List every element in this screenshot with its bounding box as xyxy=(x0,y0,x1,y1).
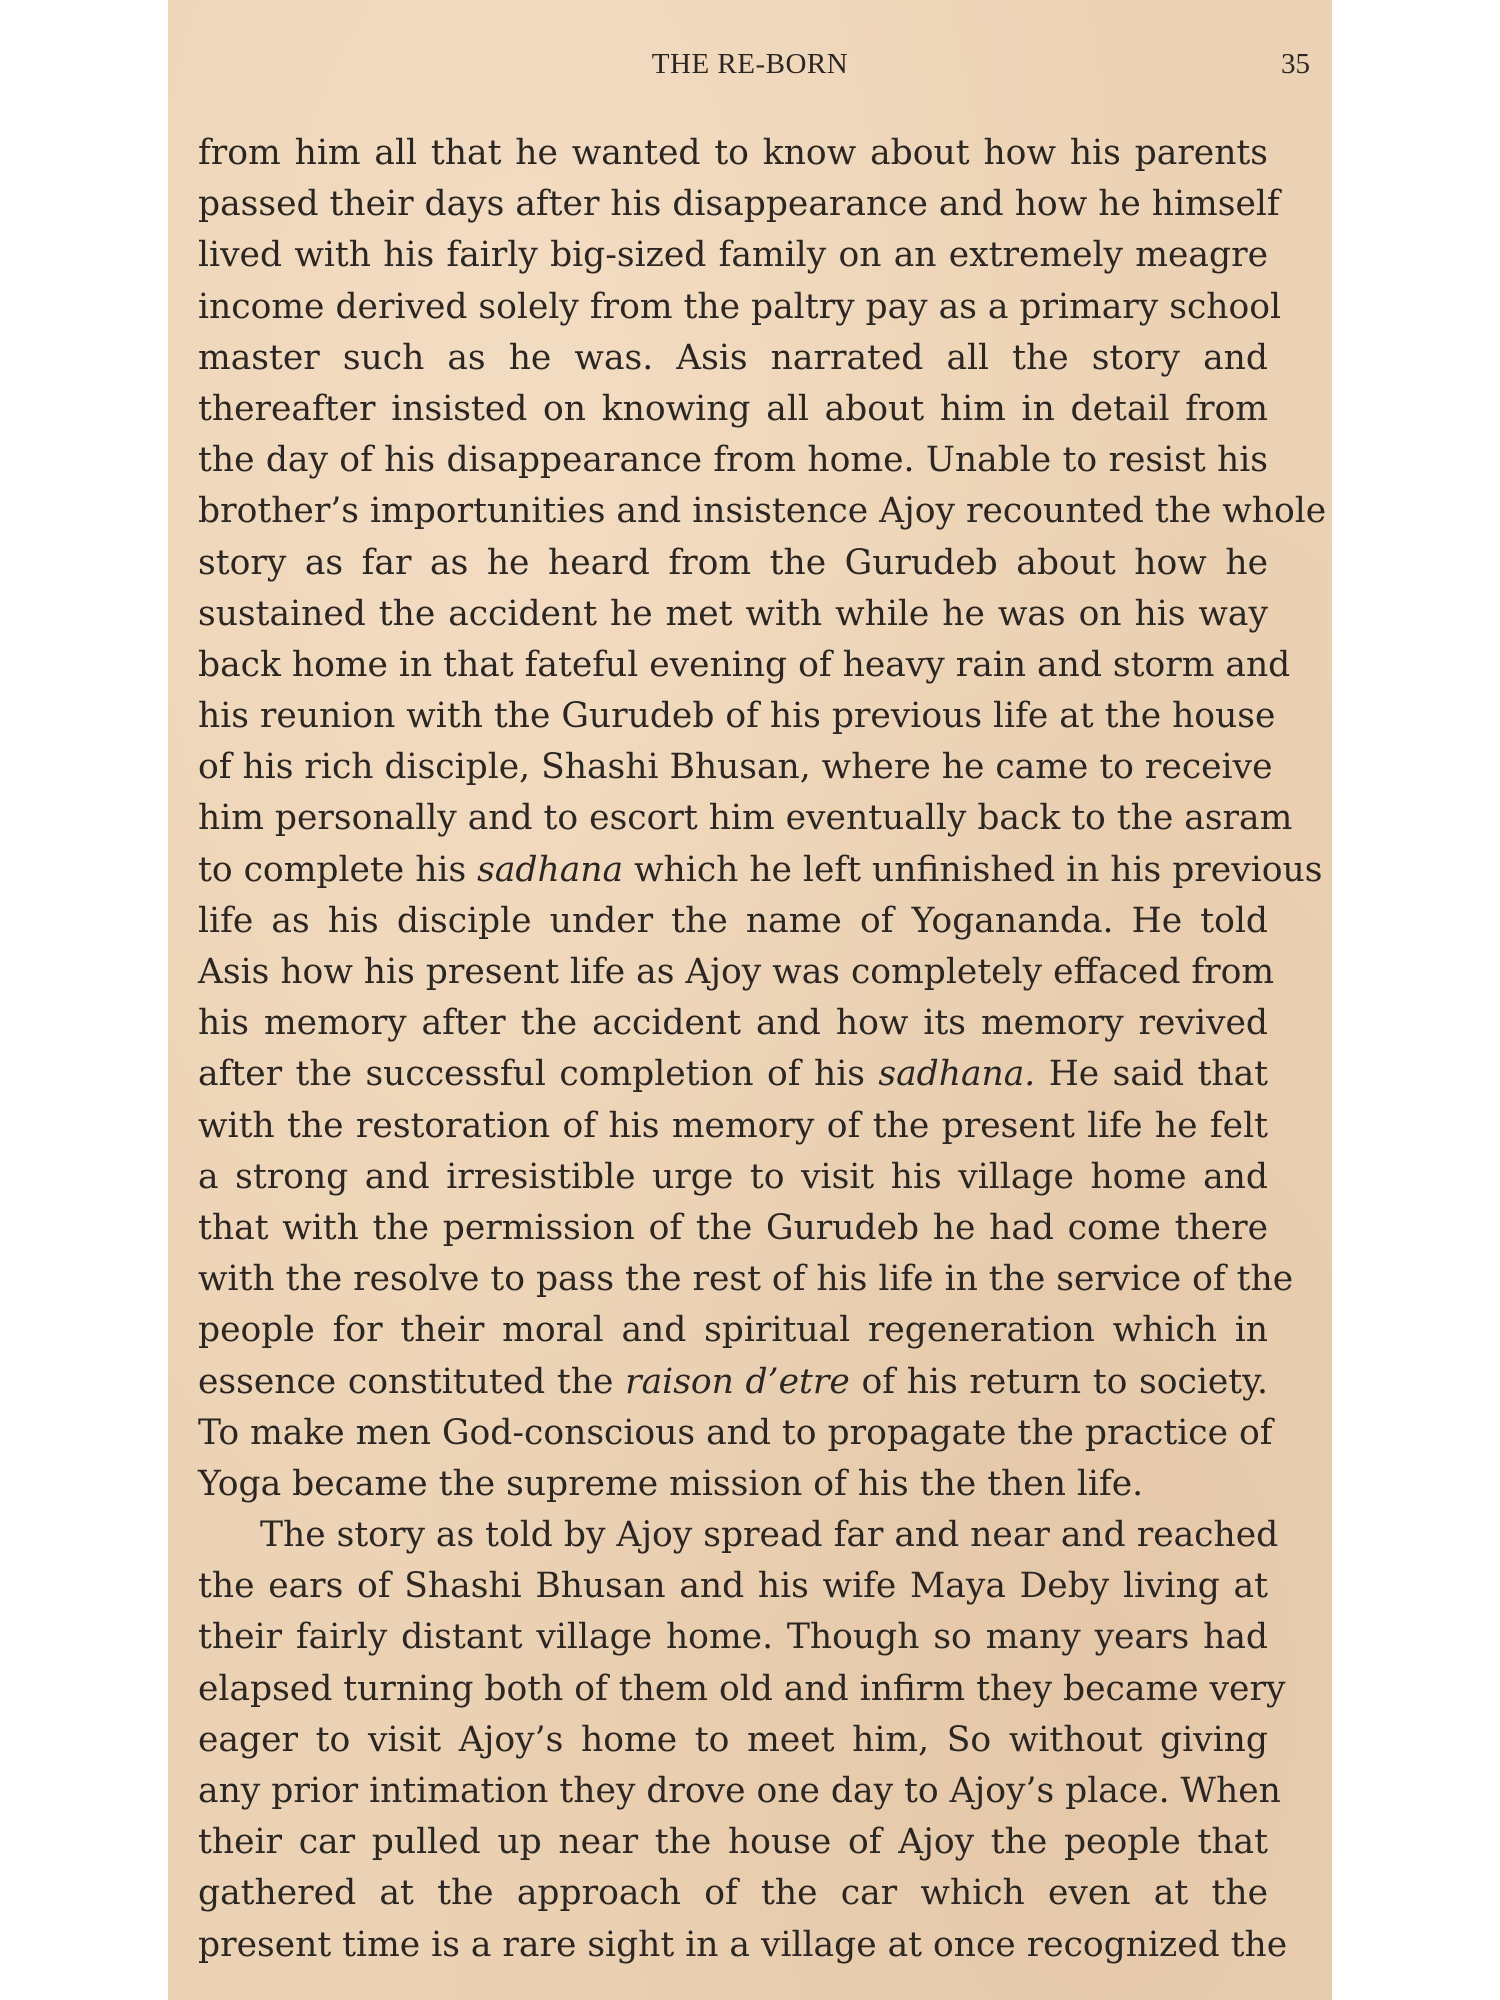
paragraph xyxy=(198,128,1327,1510)
text-line xyxy=(198,1101,1268,1152)
text-line xyxy=(198,1049,1268,1100)
text-run: the day of his disappearance from home. Unable to resist his xyxy=(198,440,1268,481)
text-run: from him all that he wanted to know about how his parents xyxy=(198,133,1268,173)
text-run: with the resolve to pass the rest of his life in the service of the xyxy=(198,1259,1294,1300)
text-line xyxy=(198,1459,1268,1510)
text-run: lived with his fairly big-sized family on an extremely meagre xyxy=(198,235,1268,276)
text-run: thereafter insisted on knowing all about him in detail from xyxy=(198,388,1268,429)
text-line xyxy=(198,845,1323,896)
text-run: story as far as he heard from the Gurudeb about how he xyxy=(198,542,1268,583)
body-text xyxy=(198,128,1327,1971)
text-run: sustained the accident he met with while he was on his way xyxy=(198,593,1268,634)
text-run: his reunion with the Gurudeb of his previous life at the house xyxy=(198,696,1276,737)
text-run: that with the permission of the Gurudeb he had come there xyxy=(198,1207,1268,1248)
text-run: income derived solely from the paltry pay as a primary school xyxy=(198,286,1282,327)
text-line xyxy=(198,282,1282,333)
text-run: of his rich disciple, Shashi Bhusan, where he came to receive xyxy=(198,747,1273,788)
running-title: THE RE-BORN xyxy=(651,48,849,80)
text-run: present time is a rare sight in a village at once recognized the xyxy=(198,1924,1288,1965)
text-run: passed their days after his disappearance and how he himself xyxy=(198,184,1280,225)
text-run: eager to visit Ajoy’s home to meet him, So without giving xyxy=(198,1719,1268,1760)
text-line xyxy=(198,947,1275,998)
text-line xyxy=(198,1408,1273,1459)
text-line xyxy=(198,1868,1268,1919)
text-run: people for their moral and spiritual regeneration which in xyxy=(198,1310,1268,1351)
text-line xyxy=(198,1305,1268,1356)
text-line xyxy=(198,333,1268,384)
text-line xyxy=(198,538,1268,589)
text-line xyxy=(198,1357,1268,1408)
text-line xyxy=(198,486,1327,537)
text-line xyxy=(198,793,1293,844)
text-line xyxy=(198,230,1268,281)
italic-term: sadhana. xyxy=(878,1054,1036,1095)
text-line xyxy=(198,1612,1268,1663)
text-run: him personally and to escort him eventually back to the asram xyxy=(198,798,1293,839)
text-run: his memory after the accident and how its memory revived xyxy=(198,1003,1268,1044)
text-line xyxy=(198,742,1273,793)
text-line xyxy=(198,1817,1268,1868)
paragraph xyxy=(198,1510,1288,1971)
text-line xyxy=(198,896,1268,947)
text-run: To make men God-conscious and to propagate the practice of xyxy=(198,1412,1273,1453)
text-line xyxy=(198,1510,1279,1561)
text-line xyxy=(198,1254,1294,1305)
text-run: elapsed turning both of them old and infirm they became very xyxy=(198,1668,1286,1709)
text-line xyxy=(198,1715,1268,1766)
text-run: Asis how his present life as Ajoy was completely effaced from xyxy=(198,952,1275,992)
text-line xyxy=(198,1561,1268,1612)
text-run: master such as he was. Asis narrated all the story and xyxy=(198,337,1268,378)
text-run: the ears of Shashi Bhusan and his wife Maya Deby living at xyxy=(198,1566,1268,1607)
text-line xyxy=(198,998,1268,1049)
text-run: with the restoration of his memory of the present life he felt xyxy=(198,1105,1268,1146)
text-line xyxy=(198,1664,1286,1715)
page-number: 35 xyxy=(1281,48,1310,80)
text-line xyxy=(198,691,1276,742)
text-run: to complete his xyxy=(198,849,478,890)
text-line xyxy=(198,128,1268,179)
text-run: life as his disciple under the name of Yogananda. He told xyxy=(198,900,1268,941)
text-run: back home in that fateful evening of heavy rain and storm and xyxy=(198,644,1291,685)
text-run: which he left unfinished in his previous xyxy=(623,849,1323,890)
text-run: a strong and irresistible urge to visit his village home and xyxy=(198,1156,1268,1197)
text-line xyxy=(198,1152,1268,1203)
text-run: The story as told by Ajoy spread far and near and reached xyxy=(260,1515,1279,1556)
italic-term: sadhana xyxy=(477,849,624,890)
text-run: brother’s importunities and insistence Ajoy recounted the whole xyxy=(198,491,1327,532)
running-head xyxy=(168,44,1332,84)
italic-term: raison d’etre xyxy=(625,1361,850,1402)
text-line xyxy=(198,384,1268,435)
text-line xyxy=(198,435,1268,486)
text-run: He said that xyxy=(1035,1054,1268,1095)
text-run: their fairly distant village home. Though so many years had xyxy=(198,1617,1268,1658)
book-page xyxy=(168,0,1332,2000)
text-run: Yoga became the supreme mission of his the then life. xyxy=(198,1463,1144,1504)
text-run: their car pulled up near the house of Ajoy the people that xyxy=(198,1822,1268,1863)
text-line xyxy=(198,179,1280,230)
text-run: of his return to society. xyxy=(849,1361,1269,1402)
text-run: any prior intimation they drove one day to Ajoy’s place. When xyxy=(198,1771,1281,1811)
text-line xyxy=(198,1920,1288,1971)
text-line xyxy=(198,589,1268,640)
text-line xyxy=(198,1203,1268,1254)
text-run: essence constituted the xyxy=(198,1361,626,1402)
text-line xyxy=(198,640,1291,691)
text-run: gathered at the approach of the car which even at the xyxy=(198,1873,1268,1914)
text-run: after the successful completion of his xyxy=(198,1054,879,1095)
text-line xyxy=(198,1766,1281,1817)
